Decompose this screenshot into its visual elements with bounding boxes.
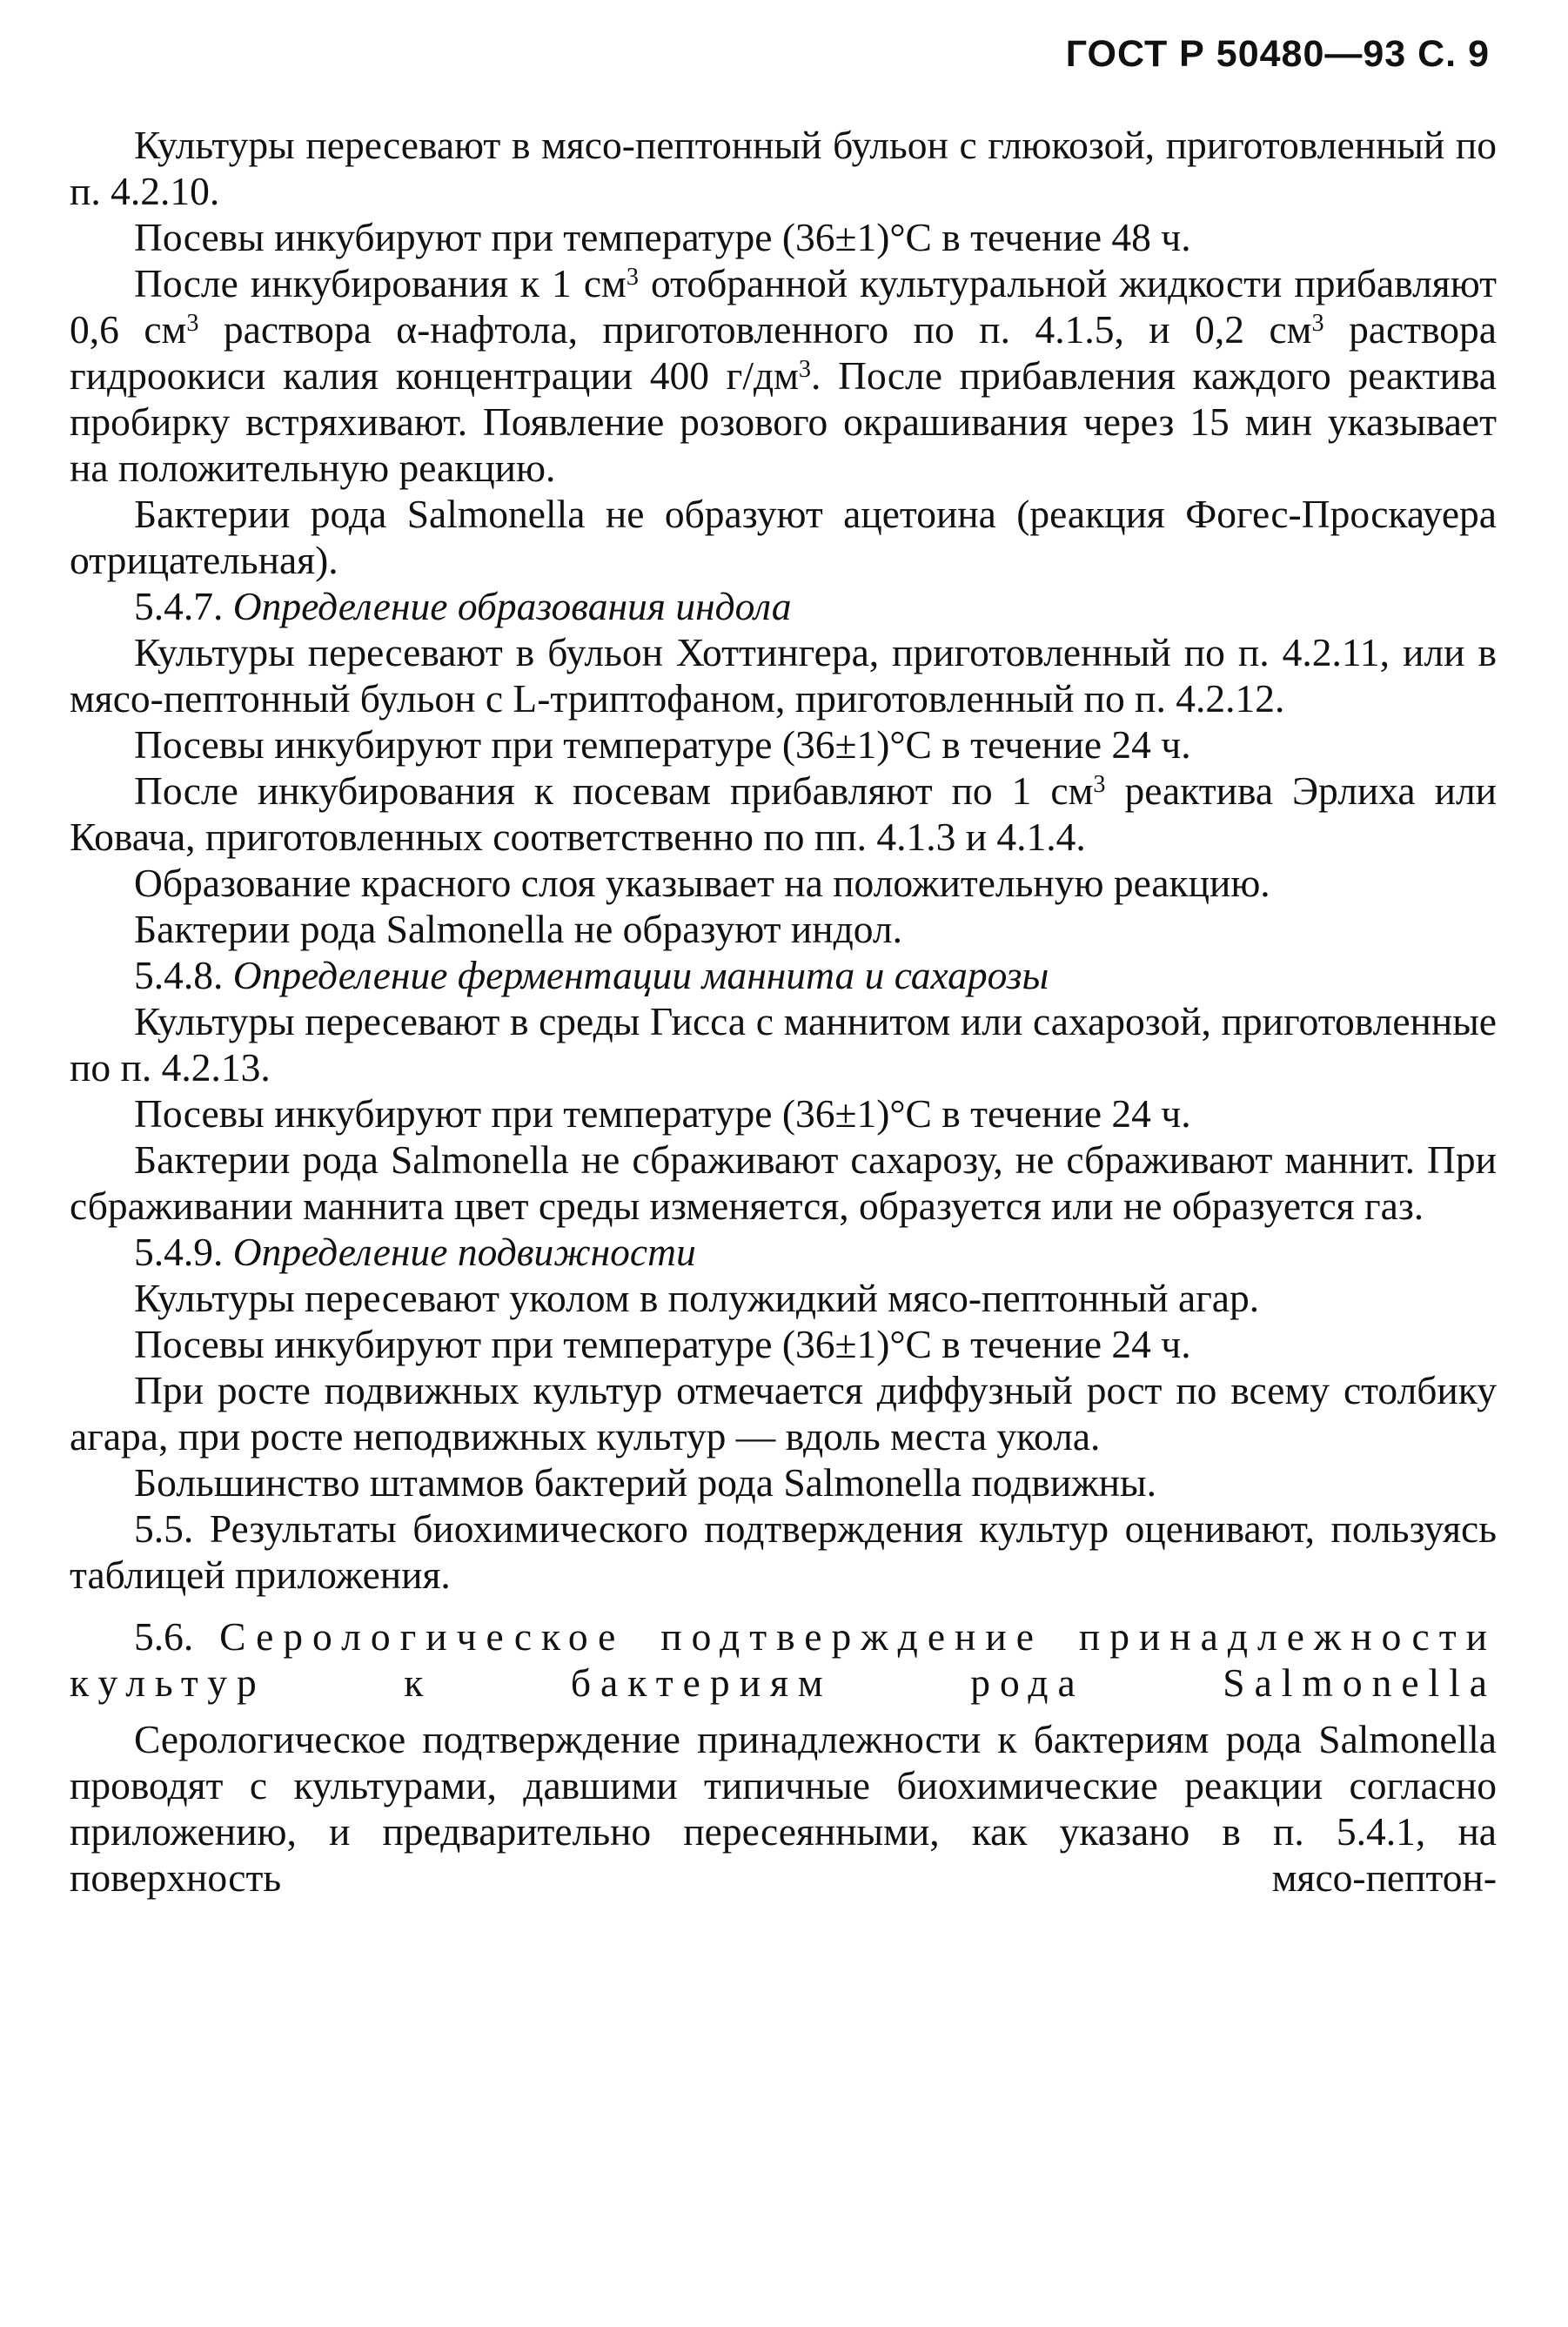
section-number: 5.4.9. <box>134 1230 224 1274</box>
section-heading-5-4-8 <box>70 952 1497 998</box>
page-header: ГОСТ Р 50480—93 С. 9 <box>1065 33 1490 75</box>
paragraph: Серологическое подтверждение принадлежности к бактериям рода Salmonella проводят с культурами, давшими типичные биохимические реакции согласно приложению, и предварительно пересеянными, как указано в п. 5.4.1, на поверхность мясо-пептон- <box>70 1717 1497 1900</box>
paragraph: Посевы инкубируют при температуре (36±1)°С в течение 48 ч. <box>134 215 1191 259</box>
superscript: 3 <box>1311 309 1324 337</box>
text-run: реактива Эрлиха или Ковача, приготовленных соответственно по пп. 4.1.3 и 4.1.4. <box>70 768 1498 859</box>
section-heading-5-4-9 <box>70 1229 1497 1275</box>
paragraph: Бактерии рода Salmonella не образуют ацетоина (реакция Фогес-Проскауера отрицательная). <box>70 492 1497 582</box>
section-title: Определение ферментации маннита и сахарозы <box>232 953 1049 997</box>
section-heading-5-6 <box>70 1613 1497 1706</box>
superscript: 3 <box>626 263 639 291</box>
section-title: Серологическое подтверждение принадлежности культур к бактериям рода Salmonella <box>70 1614 1497 1705</box>
paragraph: 5.5. Результаты биохимического подтверждения культур оценивают, пользуясь таблицей приложения. <box>70 1506 1497 1597</box>
paragraph: Культуры пересевают в мясо-пептонный бульон с глюкозой, приготовленный по п. 4.2.10. <box>70 123 1497 213</box>
text-run: раствора α-нафтола, приготовленного по п. 4.1.5, и 0,2 см <box>198 307 1312 352</box>
paragraph: Бактерии рода Salmonella не образуют индол. <box>134 907 902 951</box>
paragraph: Образование красного слоя указывает на положительную реакцию. <box>134 861 1270 905</box>
paragraph: Культуры пересевают в среды Гисса с маннитом или сахарозой, приготовленные по п. 4.2.13. <box>70 999 1497 1090</box>
paragraph <box>70 768 1497 860</box>
paragraph: При росте подвижных культур отмечается диффузный рост по всему столбику агара, при росте неподвижных культур — вдоль места укола. <box>70 1368 1497 1459</box>
text-run: После инкубирования к 1 см <box>134 261 627 305</box>
section-number: 5.4.8. <box>134 953 224 997</box>
paragraph: Посевы инкубируют при температуре (36±1)°С в течение 24 ч. <box>134 1322 1191 1366</box>
document-body <box>70 122 1497 1901</box>
section-number: 5.6. <box>134 1614 194 1659</box>
section-heading-5-4-7 <box>70 583 1497 629</box>
section-number: 5.4.7. <box>134 584 224 628</box>
paragraph: Культуры пересевают в бульон Хоттингера, приготовленный по п. 4.2.11, или в мясо-пептонный бульон с L-триптофаном, приготовленный по п. 4.2.12. <box>70 630 1497 721</box>
paragraph <box>70 260 1497 491</box>
text-run: . После прибавления каждого реактива пробирку встряхивают. Появление розового окрашивания через 15 мин указывает на положительную реакцию. <box>70 353 1497 490</box>
paragraph: Посевы инкубируют при температуре (36±1)°С в течение 24 ч. <box>134 722 1191 767</box>
text-run: После инкубирования к посевам прибавляют по 1 см <box>134 768 1094 813</box>
paragraph: Культуры пересевают уколом в полужидкий мясо-пептонный агар. <box>134 1276 1260 1320</box>
paragraph: Большинство штаммов бактерий рода Salmonella подвижны. <box>134 1460 1156 1505</box>
superscript: 3 <box>798 355 812 383</box>
paragraph: Бактерии рода Salmonella не сбраживают сахарозу, не сбраживают маннит. При сбраживании маннита цвет среды изменяется, образуется или не образуется газ. <box>70 1137 1497 1228</box>
paragraph: Посевы инкубируют при температуре (36±1)°С в течение 24 ч. <box>134 1091 1191 1136</box>
text-run: отобранной культуральной жидкости прибавляют 0,6 см <box>70 261 1497 352</box>
section-title: Определение подвижности <box>232 1230 696 1274</box>
superscript: 3 <box>1093 770 1106 798</box>
superscript: 3 <box>186 309 199 337</box>
text-run: раствора гидроокиси калия концентрации 400 г/дм <box>70 307 1497 398</box>
section-title: Определение образования индола <box>232 584 792 628</box>
